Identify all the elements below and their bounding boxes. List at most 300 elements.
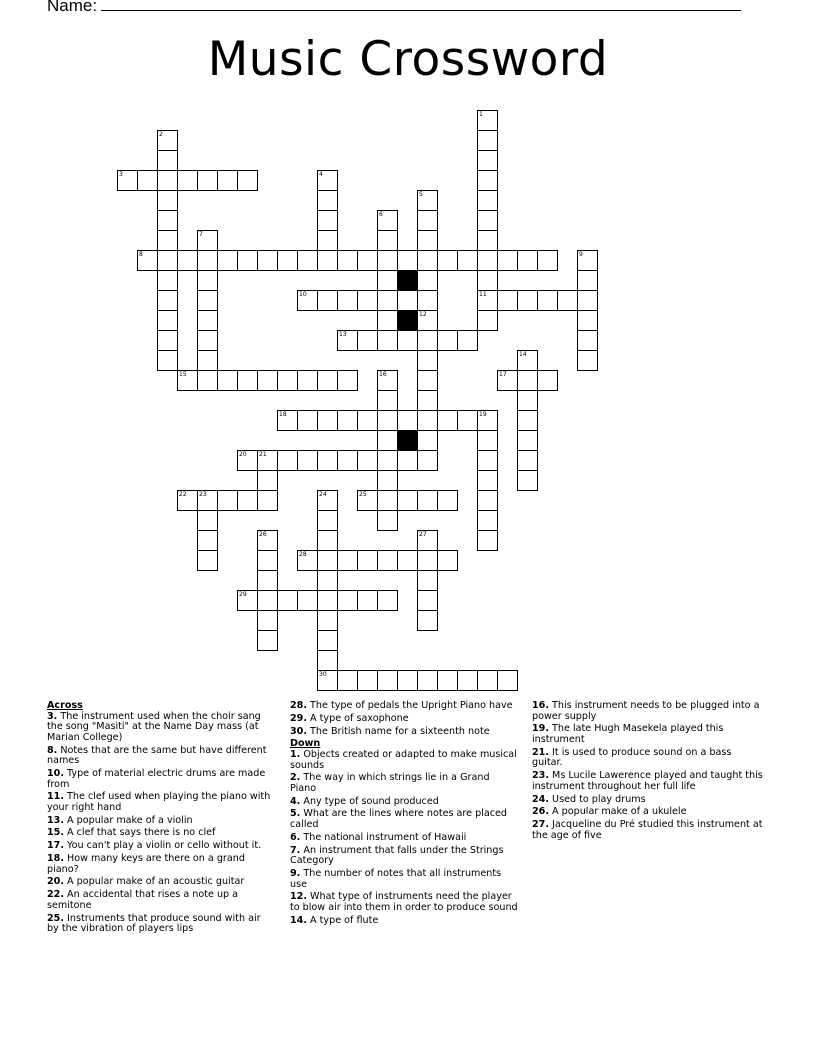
grid-cell[interactable] [397, 410, 418, 431]
grid-cell[interactable] [477, 270, 498, 291]
clue-item-text: You can't play a violin or cello without it. [64, 840, 262, 852]
grid-cell[interactable] [337, 670, 358, 691]
grid-cell[interactable] [357, 410, 378, 431]
grid-cell[interactable] [297, 290, 318, 311]
clue-item-text: The clef used when playing the piano with your right hand [47, 791, 271, 813]
grid-cell[interactable] [157, 330, 178, 351]
grid-cell[interactable] [337, 330, 358, 351]
grid-cell[interactable] [477, 410, 498, 431]
grid-cell[interactable] [197, 170, 218, 191]
clue-number: 15 [179, 371, 187, 378]
grid-cell[interactable] [477, 230, 498, 251]
clue-item-text: The national instrument of Hawaii [300, 831, 467, 843]
grid-cell[interactable] [517, 410, 538, 431]
clue-number: 2 [159, 131, 163, 138]
grid-cell[interactable] [477, 470, 498, 491]
clue-number: 7 [199, 231, 203, 238]
grid-cell[interactable] [417, 350, 438, 371]
grid-cell[interactable] [437, 410, 458, 431]
grid-cell[interactable] [377, 470, 398, 491]
grid-cell[interactable] [317, 290, 338, 311]
grid-cell[interactable] [397, 490, 418, 511]
clue-item-number: 24. [532, 793, 549, 805]
grid-cell[interactable] [477, 450, 498, 471]
grid-cell[interactable] [357, 290, 378, 311]
clue-item-text: What type of instruments need the player to blow air into them in order to produce sound [290, 891, 518, 913]
grid-cell[interactable] [317, 570, 338, 591]
grid-cell[interactable] [317, 170, 338, 191]
grid-cell[interactable] [337, 290, 358, 311]
grid-cell[interactable] [577, 330, 598, 351]
grid-cell[interactable] [157, 230, 178, 251]
clue-item-number: 14. [290, 914, 307, 926]
clue-item-number: 20. [47, 876, 64, 888]
clue-item-text: Ms Lucile Lawerence played and taught this instrument throughout her full life [532, 770, 763, 792]
clue-item-text: Instruments that produce sound with air by the vibration of players lips [47, 912, 261, 935]
clue-item [290, 809, 518, 830]
grid-cell[interactable] [417, 370, 438, 391]
grid-cell[interactable] [577, 290, 598, 311]
clues-column-3 [532, 701, 764, 843]
grid-cell[interactable] [337, 250, 358, 271]
grid-cell[interactable] [477, 130, 498, 151]
grid-cell[interactable] [257, 370, 278, 391]
black-cell [397, 310, 418, 331]
grid-cell[interactable] [337, 450, 358, 471]
grid-cell[interactable] [477, 510, 498, 531]
grid-cell[interactable] [477, 170, 498, 191]
clue-item-text: It is used to produce sound on a bass guitar. [532, 746, 732, 769]
grid-cell[interactable] [257, 590, 278, 611]
clue-item [47, 746, 275, 767]
grid-cell[interactable] [257, 250, 278, 271]
grid-cell[interactable] [157, 170, 178, 191]
grid-cell[interactable] [157, 270, 178, 291]
grid-cell[interactable] [317, 250, 338, 271]
grid-cell[interactable] [437, 490, 458, 511]
grid-cell[interactable] [377, 550, 398, 571]
grid-cell[interactable] [317, 650, 338, 671]
grid-cell[interactable] [177, 490, 198, 511]
clue-item [47, 841, 275, 852]
grid-cell[interactable] [297, 250, 318, 271]
grid-cell[interactable] [417, 570, 438, 591]
grid-cell[interactable] [377, 670, 398, 691]
clue-item-number: 7. [290, 844, 301, 856]
grid-cell[interactable] [197, 510, 218, 531]
grid-cell[interactable] [197, 490, 218, 511]
grid-cell[interactable] [477, 530, 498, 551]
clue-item-text: A clef that says there is no clef [64, 827, 216, 839]
name-label: Name: [47, 0, 98, 15]
clue-item-number: 10. [47, 767, 64, 779]
grid-cell[interactable] [277, 590, 298, 611]
grid-cell[interactable] [317, 490, 338, 511]
clue-item-number: 12. [290, 891, 307, 903]
clue-number: 12 [419, 311, 427, 318]
grid-cell[interactable] [197, 290, 218, 311]
grid-cell[interactable] [217, 370, 238, 391]
clue-item-number: 29. [290, 712, 307, 724]
clue-item [47, 828, 275, 839]
grid-cell[interactable] [317, 630, 338, 651]
grid-cell[interactable] [457, 330, 478, 351]
grid-cell[interactable] [197, 270, 218, 291]
grid-cell[interactable] [477, 150, 498, 171]
grid-cell[interactable] [417, 610, 438, 631]
grid-cell[interactable] [477, 110, 498, 131]
grid-cell[interactable] [477, 290, 498, 311]
clue-item [47, 877, 275, 888]
grid-cell[interactable] [497, 670, 518, 691]
grid-cell[interactable] [257, 470, 278, 491]
grid-cell[interactable] [197, 230, 218, 251]
clue-item-number: 19. [532, 723, 549, 735]
grid-cell[interactable] [157, 150, 178, 171]
grid-cell[interactable] [157, 350, 178, 371]
grid-cell[interactable] [237, 250, 258, 271]
grid-cell[interactable] [437, 670, 458, 691]
clue-item [532, 807, 764, 818]
grid-cell[interactable] [457, 410, 478, 431]
grid-cell[interactable] [257, 450, 278, 471]
grid-cell[interactable] [437, 330, 458, 351]
grid-cell[interactable] [257, 490, 278, 511]
grid-cell[interactable] [477, 670, 498, 691]
clue-number: 17 [499, 371, 507, 378]
grid-cell[interactable] [357, 590, 378, 611]
clue-item [290, 869, 518, 890]
grid-cell[interactable] [417, 430, 438, 451]
clue-item [290, 797, 518, 808]
grid-cell[interactable] [257, 570, 278, 591]
grid-cell[interactable] [377, 330, 398, 351]
clue-item-text: The number of notes that all instruments use [290, 868, 502, 890]
clue-number: 6 [379, 211, 383, 218]
clue-item-number: 2. [290, 772, 301, 784]
black-cell [397, 430, 418, 451]
grid-cell[interactable] [217, 490, 238, 511]
grid-cell[interactable] [317, 610, 338, 631]
grid-cell[interactable] [417, 590, 438, 611]
clue-item-number: 23. [532, 770, 549, 782]
clue-item-text: Jacqueline du Pré studied this instrument at the age of five [532, 819, 763, 841]
clue-number: 5 [419, 191, 423, 198]
grid-cell[interactable] [417, 230, 438, 251]
grid-cell[interactable] [577, 250, 598, 271]
grid-cell[interactable] [477, 250, 498, 271]
clue-item-number: 15. [47, 827, 64, 839]
grid-cell[interactable] [457, 250, 478, 271]
clue-item-number: 28. [290, 700, 307, 711]
grid-cell[interactable] [377, 310, 398, 331]
grid-cell[interactable] [377, 390, 398, 411]
grid-cell[interactable] [217, 170, 238, 191]
clue-item-number: 1. [290, 748, 301, 760]
grid-cell[interactable] [357, 550, 378, 571]
clue-number: 21 [259, 451, 267, 458]
grid-cell[interactable] [417, 670, 438, 691]
clue-number: 28 [299, 551, 307, 558]
grid-cell[interactable] [497, 370, 518, 391]
grid-cell[interactable] [477, 190, 498, 211]
grid-cell[interactable] [317, 450, 338, 471]
grid-cell[interactable] [277, 250, 298, 271]
page-title: Music Crossword [207, 32, 609, 87]
grid-cell[interactable] [477, 210, 498, 231]
clue-item-number: 4. [290, 795, 301, 807]
grid-cell[interactable] [517, 450, 538, 471]
clue-item [47, 816, 275, 827]
clue-number: 25 [359, 491, 367, 498]
grid-cell[interactable] [277, 410, 298, 431]
clue-number: 8 [139, 251, 143, 258]
clue-item [532, 820, 764, 841]
clue-number: 23 [199, 491, 207, 498]
grid-cell[interactable] [397, 250, 418, 271]
grid-cell[interactable] [517, 430, 538, 451]
grid-cell[interactable] [417, 250, 438, 271]
grid-cell[interactable] [517, 470, 538, 491]
grid-cell[interactable] [517, 350, 538, 371]
clue-item-text: An instrument that falls under the Strings Category [290, 844, 504, 867]
grid-cell[interactable] [157, 290, 178, 311]
grid-cell[interactable] [317, 230, 338, 251]
grid-cell[interactable] [197, 250, 218, 271]
grid-cell[interactable] [477, 490, 498, 511]
grid-cell[interactable] [377, 590, 398, 611]
clue-number: 29 [239, 591, 247, 598]
grid-cell[interactable] [237, 490, 258, 511]
grid-cell[interactable] [237, 170, 258, 191]
clue-item [532, 748, 764, 769]
clue-item-number: 30. [290, 725, 307, 737]
grid-cell[interactable] [357, 490, 378, 511]
clue-item [47, 890, 275, 911]
grid-cell[interactable] [417, 330, 438, 351]
clue-item [532, 701, 764, 722]
clue-item-text: This instrument needs to be plugged into a power supply [532, 700, 760, 722]
clue-item-text: Objects created or adapted to make musical sounds [290, 748, 517, 771]
clue-item-number: 21. [532, 746, 549, 758]
grid-cell[interactable] [397, 330, 418, 351]
clue-item-number: 11. [47, 791, 64, 803]
grid-cell[interactable] [477, 430, 498, 451]
grid-cell[interactable] [157, 210, 178, 231]
across-clue-list [47, 712, 275, 935]
grid-cell[interactable] [337, 590, 358, 611]
grid-cell[interactable] [257, 630, 278, 651]
grid-cell[interactable] [377, 250, 398, 271]
grid-cell[interactable] [317, 190, 338, 211]
grid-cell[interactable] [157, 310, 178, 331]
clue-item-text: Any type of sound produced [300, 795, 439, 807]
clue-number: 27 [419, 531, 427, 538]
grid-cell[interactable] [417, 550, 438, 571]
grid-cell[interactable] [357, 450, 378, 471]
clue-number: 24 [319, 491, 327, 498]
grid-cell[interactable] [117, 170, 138, 191]
grid-cell[interactable] [257, 530, 278, 551]
clue-item-text: A popular make of a violin [64, 814, 193, 826]
grid-cell[interactable] [177, 370, 198, 391]
grid-cell[interactable] [197, 330, 218, 351]
grid-cell[interactable] [317, 410, 338, 431]
grid-cell[interactable] [497, 250, 518, 271]
clue-number: 30 [319, 671, 327, 678]
grid-cell[interactable] [397, 290, 418, 311]
grid-cell[interactable] [337, 410, 358, 431]
grid-cell[interactable] [417, 450, 438, 471]
grid-cell[interactable] [537, 250, 558, 271]
grid-cell[interactable] [277, 370, 298, 391]
grid-cell[interactable] [377, 230, 398, 251]
grid-cell[interactable] [377, 290, 398, 311]
grid-cell[interactable] [157, 190, 178, 211]
grid-cell[interactable] [417, 490, 438, 511]
grid-cell[interactable] [177, 250, 198, 271]
grid-cell[interactable] [237, 450, 258, 471]
clue-item-text: A type of flute [307, 914, 379, 926]
grid-cell[interactable] [537, 290, 558, 311]
grid-cell[interactable] [417, 210, 438, 231]
clues-column-1 [47, 701, 275, 937]
grid-cell[interactable] [417, 310, 438, 331]
grid-cell[interactable] [257, 610, 278, 631]
grid-cell[interactable] [577, 270, 598, 291]
grid-cell[interactable] [297, 410, 318, 431]
grid-cell[interactable] [377, 510, 398, 531]
clue-item-text: How many keys are there on a grand piano? [47, 853, 245, 875]
grid-cell[interactable] [197, 370, 218, 391]
across-clue-list-continued [290, 701, 518, 737]
clue-number: 4 [319, 171, 323, 178]
grid-cell[interactable] [317, 670, 338, 691]
grid-cell[interactable] [197, 310, 218, 331]
clue-number: 9 [579, 251, 583, 258]
grid-cell[interactable] [157, 250, 178, 271]
grid-cell[interactable] [137, 250, 158, 271]
grid-cell[interactable] [317, 510, 338, 531]
grid-cell[interactable] [537, 370, 558, 391]
grid-cell[interactable] [517, 390, 538, 411]
clue-item-number: 16. [532, 700, 549, 711]
grid-cell[interactable] [317, 530, 338, 551]
grid-cell[interactable] [257, 550, 278, 571]
grid-cell[interactable] [297, 450, 318, 471]
grid-cell[interactable] [517, 370, 538, 391]
clue-item [290, 892, 518, 913]
grid-cell[interactable] [377, 270, 398, 291]
grid-cell[interactable] [317, 370, 338, 391]
grid-cell[interactable] [377, 210, 398, 231]
clue-item-text: The way in which strings lie in a Grand Piano [290, 772, 490, 794]
grid-cell[interactable] [417, 530, 438, 551]
grid-cell[interactable] [577, 310, 598, 331]
clue-item-text: The type of pedals the Upright Piano have [307, 700, 513, 711]
clue-item-text: A popular make of a ukulele [549, 806, 687, 818]
clue-number: 14 [519, 351, 527, 358]
grid-cell[interactable] [457, 670, 478, 691]
down-clue-list [290, 750, 518, 926]
grid-cell[interactable] [377, 450, 398, 471]
grid-cell[interactable] [517, 290, 538, 311]
grid-cell[interactable] [497, 290, 518, 311]
grid-cell[interactable] [417, 190, 438, 211]
clue-item-text: What are the lines where notes are placed called [290, 808, 507, 831]
grid-cell[interactable] [417, 390, 438, 411]
clue-item-text: The instrument used when the choir sang the song "Masiti" at the Name Day mass (at Marian College) [47, 710, 261, 743]
grid-cell[interactable] [297, 590, 318, 611]
grid-cell[interactable] [357, 330, 378, 351]
down-clue-list-continued [532, 701, 764, 841]
grid-cell[interactable] [397, 550, 418, 571]
grid-cell[interactable] [357, 670, 378, 691]
clue-item-text: The British name for a sixteenth note [307, 725, 490, 737]
clue-item-number: 8. [47, 744, 58, 756]
clue-number: 26 [259, 531, 267, 538]
clue-item [47, 854, 275, 875]
grid-cell[interactable] [157, 130, 178, 151]
grid-cell[interactable] [237, 370, 258, 391]
grid-cell[interactable] [337, 550, 358, 571]
grid-cell[interactable] [477, 310, 498, 331]
clue-number: 10 [299, 291, 307, 298]
grid-cell[interactable] [357, 250, 378, 271]
grid-cell[interactable] [377, 370, 398, 391]
grid-cell[interactable] [437, 250, 458, 271]
grid-cell[interactable] [437, 550, 458, 571]
black-cell [397, 270, 418, 291]
grid-cell[interactable] [317, 210, 338, 231]
grid-cell[interactable] [337, 370, 358, 391]
grid-cell[interactable] [417, 410, 438, 431]
grid-cell[interactable] [317, 550, 338, 571]
clue-item-number: 9. [290, 868, 301, 879]
grid-cell[interactable] [197, 350, 218, 371]
grid-cell[interactable] [197, 530, 218, 551]
grid-cell[interactable] [557, 290, 578, 311]
clue-item-number: 17. [47, 840, 64, 852]
grid-cell[interactable] [217, 250, 238, 271]
grid-cell[interactable] [177, 170, 198, 191]
grid-cell[interactable] [317, 590, 338, 611]
grid-cell[interactable] [297, 550, 318, 571]
clue-number: 18 [279, 411, 287, 418]
grid-cell[interactable] [237, 590, 258, 611]
clue-number: 13 [339, 331, 347, 338]
grid-cell[interactable] [277, 450, 298, 471]
clue-item [532, 771, 764, 792]
grid-cell[interactable] [417, 270, 438, 291]
grid-cell[interactable] [197, 550, 218, 571]
clue-number: 20 [239, 451, 247, 458]
grid-cell[interactable] [397, 450, 418, 471]
grid-cell[interactable] [577, 350, 598, 371]
clue-number: 16 [379, 371, 387, 378]
grid-cell[interactable] [137, 170, 158, 191]
grid-cell[interactable] [517, 250, 538, 271]
clue-item [290, 916, 518, 927]
clue-number: 11 [479, 291, 487, 298]
grid-cell[interactable] [377, 430, 398, 451]
grid-cell[interactable] [397, 670, 418, 691]
clue-item-text: The late Hugh Masekela played this instrument [532, 723, 724, 745]
grid-cell[interactable] [297, 370, 318, 391]
grid-cell[interactable] [417, 290, 438, 311]
grid-cell[interactable] [377, 410, 398, 431]
grid-cell[interactable] [377, 490, 398, 511]
